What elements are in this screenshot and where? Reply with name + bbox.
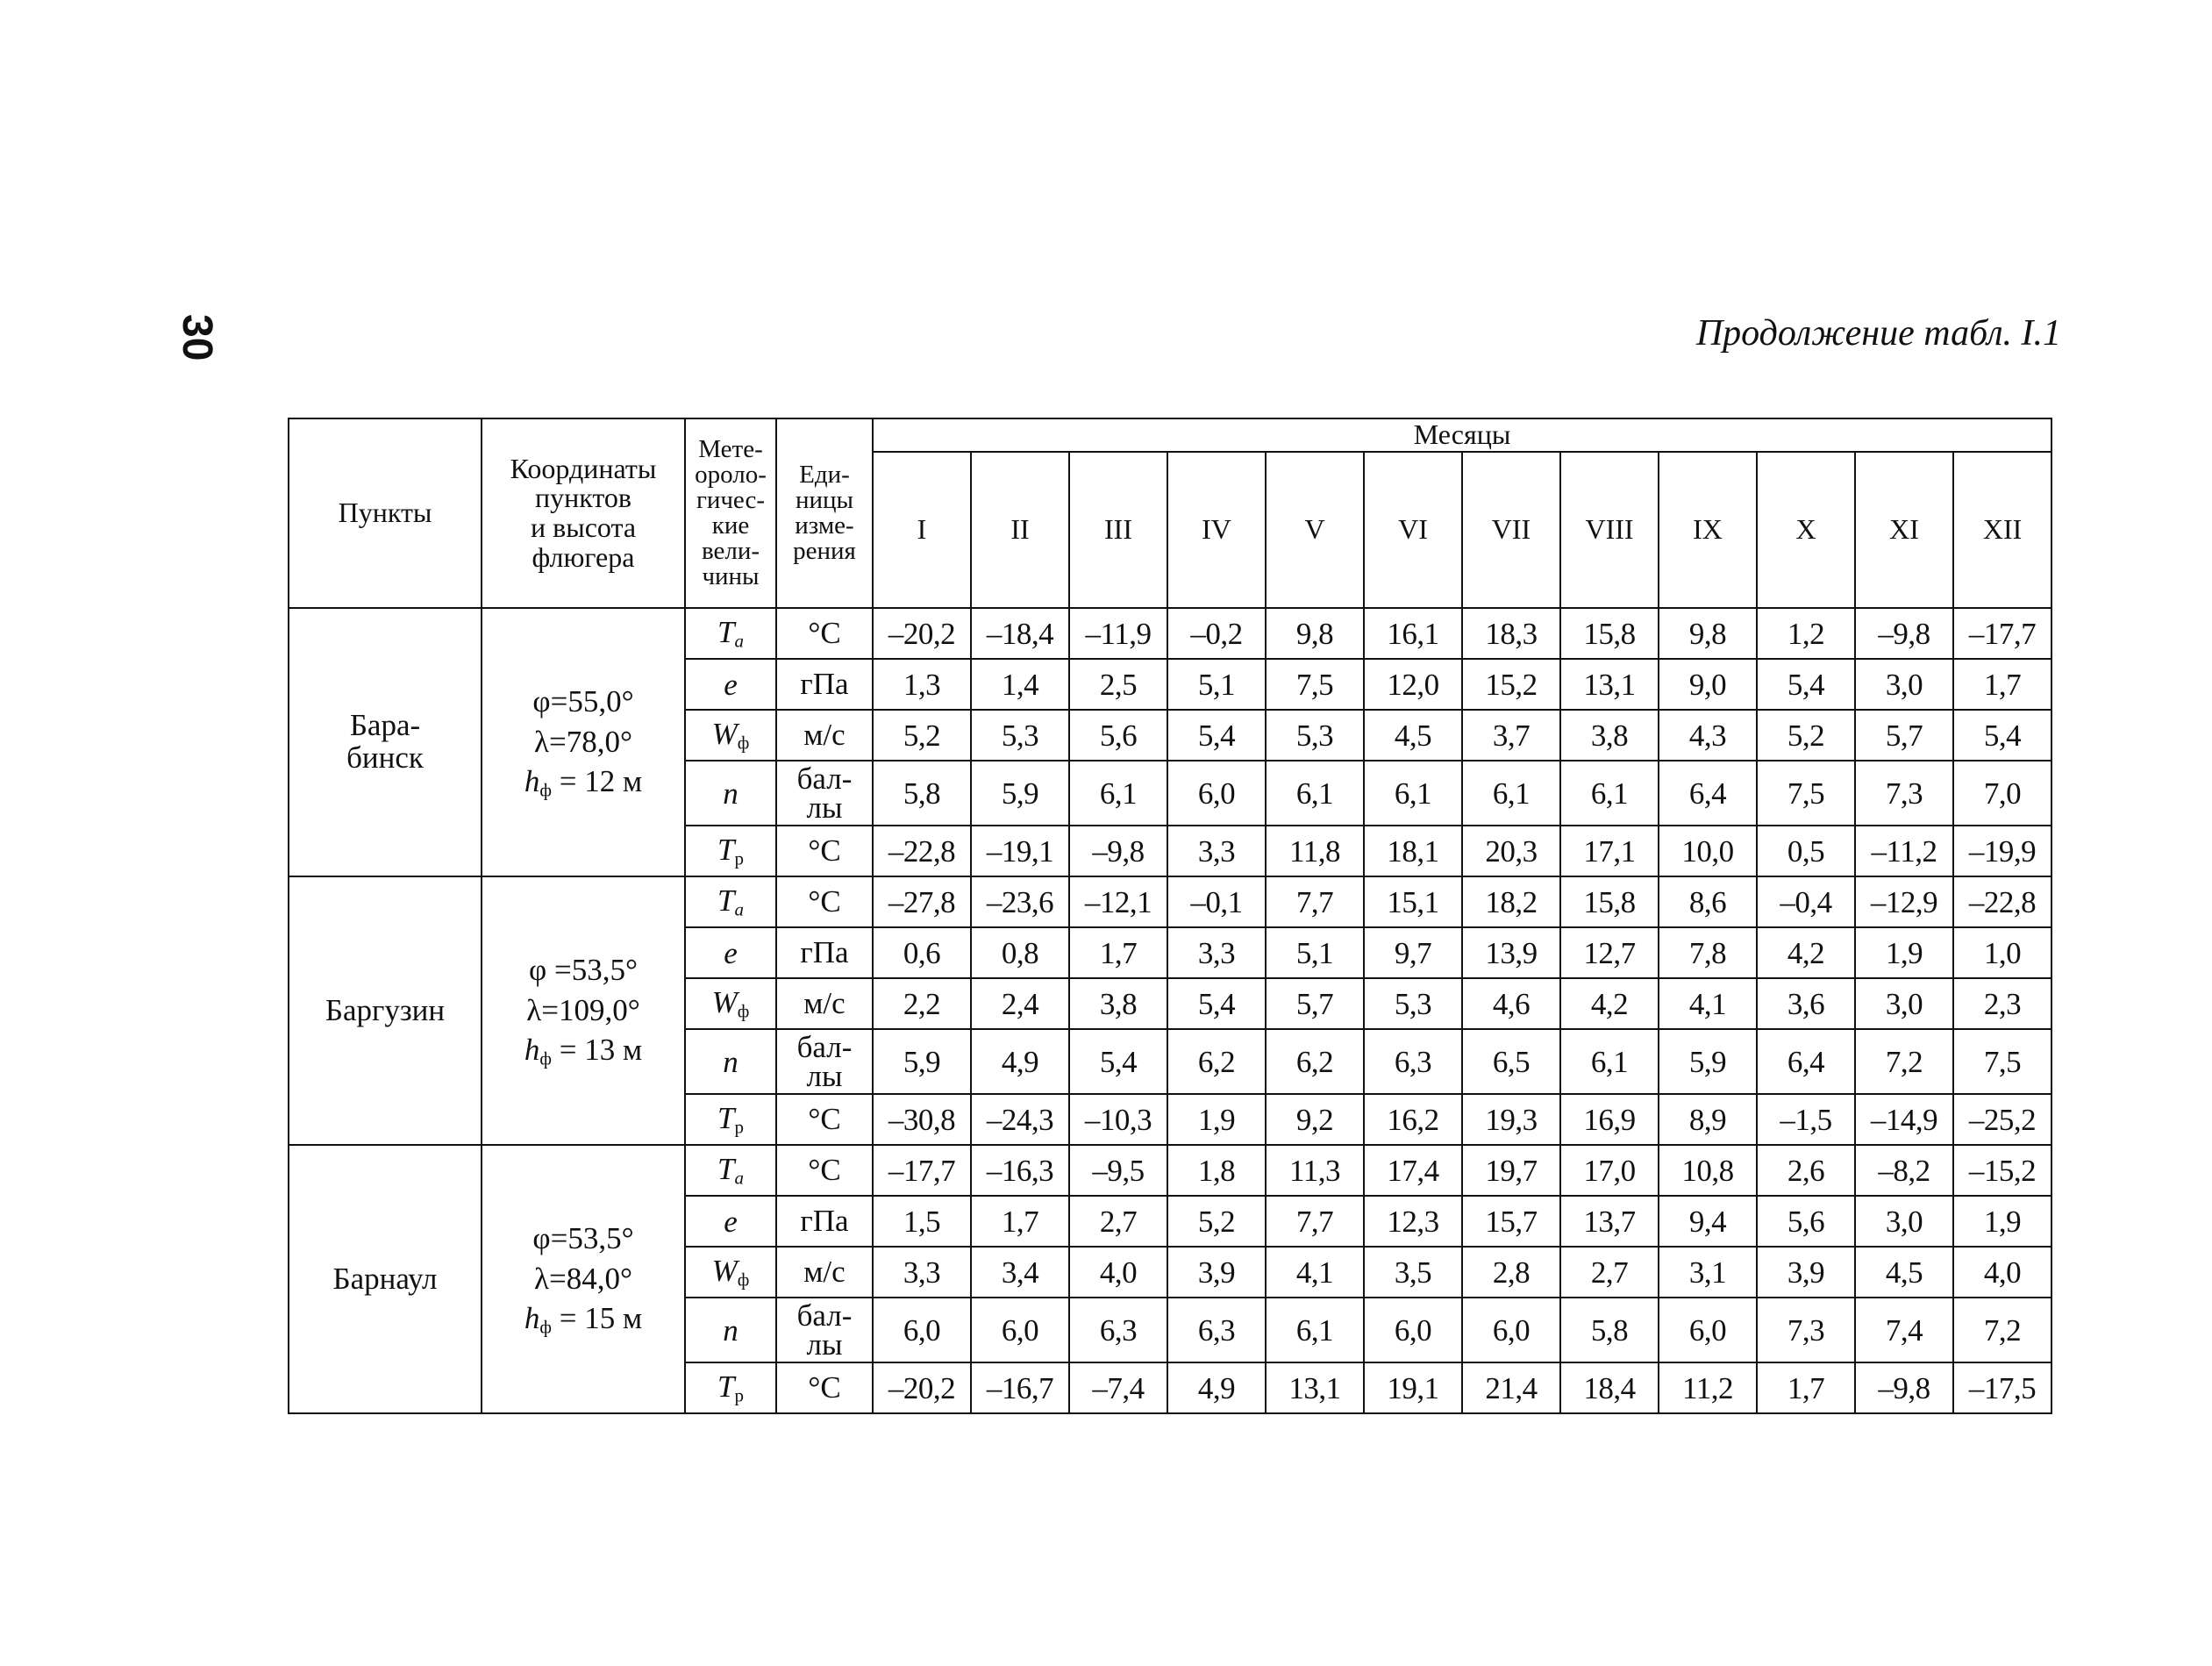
value-cell: 10,0 [1659, 826, 1757, 876]
value-cell: 3,5 [1364, 1247, 1462, 1298]
value-cell: 12,3 [1364, 1196, 1462, 1247]
value-cell: 11,8 [1266, 826, 1364, 876]
quantity-letter: e [724, 935, 738, 970]
value-cell: –17,7 [1953, 608, 2051, 659]
value-cell: 6,1 [1364, 761, 1462, 826]
header-line: Координаты [510, 452, 657, 484]
vane-height-subscript: ф [539, 1316, 552, 1338]
value-cell: 5,7 [1266, 978, 1364, 1029]
value-cell: –12,1 [1069, 876, 1167, 927]
value-cell: 6,0 [1364, 1298, 1462, 1362]
value-cell: 2,7 [1560, 1247, 1659, 1298]
value-cell: 4,0 [1069, 1247, 1167, 1298]
latitude: φ =53,5° [529, 953, 638, 988]
month-header: III [1069, 452, 1167, 608]
quantity-symbol [685, 1145, 776, 1196]
value-cell: 15,7 [1462, 1196, 1560, 1247]
value-cell: 17,4 [1364, 1145, 1462, 1196]
month-header: X [1757, 452, 1855, 608]
table-row [289, 608, 2051, 659]
unit-cell: °С [776, 826, 873, 876]
unit-cell: бал- лы [776, 761, 873, 826]
value-cell: 19,3 [1462, 1094, 1560, 1145]
value-cell: 7,7 [1266, 876, 1364, 927]
value-cell: 4,1 [1659, 978, 1757, 1029]
vane-height-symbol: h [524, 1301, 540, 1336]
value-cell: –27,8 [873, 876, 971, 927]
month-header: XI [1855, 452, 1953, 608]
value-cell: 3,3 [1167, 826, 1266, 876]
value-cell: 2,3 [1953, 978, 2051, 1029]
quantity-letter: T [717, 1151, 735, 1186]
value-cell: 1,7 [1757, 1362, 1855, 1413]
quantity-subscript: a [734, 898, 744, 920]
value-cell: 18,3 [1462, 608, 1560, 659]
value-cell: 1,9 [1953, 1196, 2051, 1247]
climate-table [288, 418, 2052, 1414]
value-cell: –11,9 [1069, 608, 1167, 659]
header-months-title: Месяцы [873, 418, 2051, 452]
value-cell: 5,8 [1560, 1298, 1659, 1362]
value-cell: 3,6 [1757, 978, 1855, 1029]
quantity-subscript: ф [737, 1000, 750, 1022]
value-cell: 5,4 [1069, 1029, 1167, 1094]
value-cell: 2,7 [1069, 1196, 1167, 1247]
value-cell: –9,8 [1855, 608, 1953, 659]
value-cell: 3,8 [1560, 710, 1659, 761]
value-cell: 2,2 [873, 978, 971, 1029]
quantity-symbol [685, 1298, 776, 1362]
vane-height-subscript: ф [539, 1048, 552, 1069]
header-line: флюгера [532, 540, 635, 573]
value-cell: 5,1 [1167, 659, 1266, 710]
station-name: Баргузин [289, 876, 482, 1145]
value-cell: 16,2 [1364, 1094, 1462, 1145]
value-cell: –20,2 [873, 1362, 971, 1413]
quantity-letter: W [711, 984, 738, 1019]
value-cell: 9,8 [1266, 608, 1364, 659]
value-cell: 5,2 [1757, 710, 1855, 761]
value-cell: 8,6 [1659, 876, 1757, 927]
table-row [289, 1145, 2051, 1196]
value-cell: 13,1 [1266, 1362, 1364, 1413]
value-cell: 3,0 [1855, 1196, 1953, 1247]
value-cell: 3,9 [1167, 1247, 1266, 1298]
value-cell: 3,0 [1855, 978, 1953, 1029]
value-cell: 9,2 [1266, 1094, 1364, 1145]
value-cell: 9,4 [1659, 1196, 1757, 1247]
value-cell: 6,0 [971, 1298, 1069, 1362]
unit-cell: °С [776, 1362, 873, 1413]
value-cell: 4,9 [971, 1029, 1069, 1094]
unit-cell: °С [776, 608, 873, 659]
value-cell: 13,1 [1560, 659, 1659, 710]
quantity-letter: n [723, 1312, 739, 1348]
quantity-symbol [685, 659, 776, 710]
value-cell: 7,7 [1266, 1196, 1364, 1247]
value-cell: 6,1 [1560, 1029, 1659, 1094]
value-cell: –16,7 [971, 1362, 1069, 1413]
value-cell: 3,7 [1462, 710, 1560, 761]
station-name: Бара- бинск [289, 608, 482, 876]
unit-cell: гПа [776, 1196, 873, 1247]
value-cell: 15,2 [1462, 659, 1560, 710]
value-cell: –0,4 [1757, 876, 1855, 927]
vane-height-subscript: ф [539, 779, 552, 801]
quantity-letter: T [717, 614, 735, 649]
quantity-symbol [685, 1362, 776, 1413]
value-cell: 1,4 [971, 659, 1069, 710]
value-cell: 5,2 [1167, 1196, 1266, 1247]
value-cell: 6,3 [1364, 1029, 1462, 1094]
value-cell: 0,8 [971, 927, 1069, 978]
value-cell: 0,5 [1757, 826, 1855, 876]
header-line: чины [702, 562, 760, 590]
quantity-subscript: a [734, 1167, 744, 1189]
vane-height-value: = 12 м [551, 764, 643, 799]
header-line: рения [793, 537, 856, 565]
value-cell: 5,9 [1659, 1029, 1757, 1094]
header-line: кие [711, 511, 750, 540]
month-header: IX [1659, 452, 1757, 608]
value-cell: –19,9 [1953, 826, 2051, 876]
header-line: изме- [795, 511, 854, 540]
value-cell: 1,3 [873, 659, 971, 710]
vane-height-symbol: h [524, 1033, 540, 1068]
value-cell: 4,1 [1266, 1247, 1364, 1298]
quantity-letter: W [711, 716, 738, 751]
quantity-letter: n [723, 776, 739, 811]
quantity-subscript: ф [737, 732, 750, 754]
quantity-letter: T [717, 1100, 735, 1135]
quantity-subscript: р [734, 847, 744, 869]
value-cell: –1,5 [1757, 1094, 1855, 1145]
station-coords [482, 876, 685, 1145]
value-cell: 2,6 [1757, 1145, 1855, 1196]
value-cell: 1,9 [1167, 1094, 1266, 1145]
header-line: ороло- [695, 461, 767, 489]
value-cell: 5,3 [971, 710, 1069, 761]
value-cell: 5,6 [1757, 1196, 1855, 1247]
value-cell: 5,4 [1757, 659, 1855, 710]
header-line: и высота [530, 511, 637, 543]
value-cell: 7,8 [1659, 927, 1757, 978]
unit-cell: °С [776, 1145, 873, 1196]
value-cell: 2,5 [1069, 659, 1167, 710]
value-cell: –9,8 [1855, 1362, 1953, 1413]
value-cell: 4,6 [1462, 978, 1560, 1029]
quantity-symbol [685, 1247, 776, 1298]
value-cell: 15,8 [1560, 876, 1659, 927]
value-cell: 10,8 [1659, 1145, 1757, 1196]
value-cell: 4,3 [1659, 710, 1757, 761]
month-header: IV [1167, 452, 1266, 608]
value-cell: 16,9 [1560, 1094, 1659, 1145]
value-cell: 6,1 [1560, 761, 1659, 826]
quantity-symbol [685, 1196, 776, 1247]
unit-cell: бал- лы [776, 1298, 873, 1362]
value-cell: 15,8 [1560, 608, 1659, 659]
value-cell: 13,9 [1462, 927, 1560, 978]
value-cell: 3,3 [1167, 927, 1266, 978]
value-cell: 3,9 [1757, 1247, 1855, 1298]
header-line: Мете- [698, 435, 763, 463]
latitude: φ=53,5° [532, 1221, 634, 1256]
value-cell: 19,1 [1364, 1362, 1462, 1413]
unit-cell: м/с [776, 978, 873, 1029]
value-cell: 2,4 [971, 978, 1069, 1029]
quantity-symbol [685, 761, 776, 826]
longitude: λ=84,0° [534, 1261, 632, 1296]
month-header: VI [1364, 452, 1462, 608]
value-cell: 3,1 [1659, 1247, 1757, 1298]
quantity-symbol [685, 710, 776, 761]
value-cell: 6,4 [1757, 1029, 1855, 1094]
header-line: Еди- [799, 461, 850, 489]
value-cell: 1,7 [1069, 927, 1167, 978]
value-cell: 9,7 [1364, 927, 1462, 978]
value-cell: –18,4 [971, 608, 1069, 659]
value-cell: 4,9 [1167, 1362, 1266, 1413]
value-cell: –9,5 [1069, 1145, 1167, 1196]
header-line: ницы [795, 486, 854, 514]
quantity-letter: e [724, 667, 738, 702]
longitude: λ=109,0° [526, 992, 640, 1027]
quantity-symbol [685, 876, 776, 927]
value-cell: 17,1 [1560, 826, 1659, 876]
station-coords [482, 1145, 685, 1413]
value-cell: 6,1 [1069, 761, 1167, 826]
unit-cell: бал- лы [776, 1029, 873, 1094]
value-cell: 5,3 [1364, 978, 1462, 1029]
latitude: φ=55,0° [532, 684, 634, 719]
value-cell: 7,2 [1855, 1029, 1953, 1094]
value-cell: –16,3 [971, 1145, 1069, 1196]
value-cell: –24,3 [971, 1094, 1069, 1145]
value-cell: 6,0 [1167, 761, 1266, 826]
value-cell: 6,1 [1266, 1298, 1364, 1362]
value-cell: 3,8 [1069, 978, 1167, 1029]
value-cell: 5,4 [1167, 978, 1266, 1029]
value-cell: –7,4 [1069, 1362, 1167, 1413]
unit-cell: °С [776, 1094, 873, 1145]
value-cell: 20,3 [1462, 826, 1560, 876]
value-cell: 5,8 [873, 761, 971, 826]
value-cell: 18,4 [1560, 1362, 1659, 1413]
value-cell: 5,4 [1953, 710, 2051, 761]
quantity-letter: n [723, 1044, 739, 1079]
value-cell: 5,9 [971, 761, 1069, 826]
value-cell: 7,0 [1953, 761, 2051, 826]
value-cell: 5,1 [1266, 927, 1364, 978]
value-cell: 9,0 [1659, 659, 1757, 710]
vane-height-value: = 13 м [551, 1033, 643, 1068]
value-cell: 21,4 [1462, 1362, 1560, 1413]
value-cell: 18,1 [1364, 826, 1462, 876]
header-station: Пункты [289, 418, 482, 608]
value-cell: 11,2 [1659, 1362, 1757, 1413]
value-cell: –15,2 [1953, 1145, 2051, 1196]
table-caption: Продолжение табл. I.1 [1695, 313, 2061, 354]
quantity-subscript: ф [737, 1269, 750, 1291]
value-cell: 3,4 [971, 1247, 1069, 1298]
value-cell: 13,7 [1560, 1196, 1659, 1247]
quantity-letter: T [717, 883, 735, 918]
value-cell: –9,8 [1069, 826, 1167, 876]
value-cell: 12,0 [1364, 659, 1462, 710]
quantity-subscript: р [734, 1116, 744, 1138]
table-body [289, 608, 2051, 1413]
value-cell: 6,5 [1462, 1029, 1560, 1094]
value-cell: 7,5 [1266, 659, 1364, 710]
value-cell: 5,9 [873, 1029, 971, 1094]
value-cell: 6,0 [1659, 1298, 1757, 1362]
month-header: I [873, 452, 971, 608]
value-cell: 5,3 [1266, 710, 1364, 761]
value-cell: 6,1 [1266, 761, 1364, 826]
value-cell: 1,7 [971, 1196, 1069, 1247]
value-cell: –8,2 [1855, 1145, 1953, 1196]
value-cell: 4,0 [1953, 1247, 2051, 1298]
unit-cell: гПа [776, 659, 873, 710]
value-cell: 15,1 [1364, 876, 1462, 927]
quantity-symbol [685, 1094, 776, 1145]
value-cell: 8,9 [1659, 1094, 1757, 1145]
value-cell: –25,2 [1953, 1094, 2051, 1145]
value-cell: 17,0 [1560, 1145, 1659, 1196]
quantity-symbol [685, 1029, 776, 1094]
value-cell: –14,9 [1855, 1094, 1953, 1145]
value-cell: 6,3 [1167, 1298, 1266, 1362]
table-row [289, 876, 2051, 927]
value-cell: 3,0 [1855, 659, 1953, 710]
value-cell: 6,0 [1462, 1298, 1560, 1362]
value-cell: 6,2 [1167, 1029, 1266, 1094]
value-cell: –23,6 [971, 876, 1069, 927]
month-header: VIII [1560, 452, 1659, 608]
header-coords [482, 418, 685, 608]
value-cell: –20,2 [873, 608, 971, 659]
quantity-symbol [685, 608, 776, 659]
value-cell: 9,8 [1659, 608, 1757, 659]
station-name: Барнаул [289, 1145, 482, 1413]
vane-height-symbol: h [524, 764, 540, 799]
header-line: вели- [701, 537, 760, 565]
value-cell: 1,5 [873, 1196, 971, 1247]
value-cell: –22,8 [873, 826, 971, 876]
header-quantity [685, 418, 776, 608]
month-header: XII [1953, 452, 2051, 608]
unit-cell: °С [776, 876, 873, 927]
value-cell: 1,9 [1855, 927, 1953, 978]
value-cell: 4,2 [1560, 978, 1659, 1029]
value-cell: 4,5 [1364, 710, 1462, 761]
value-cell: 6,4 [1659, 761, 1757, 826]
value-cell: –17,7 [873, 1145, 971, 1196]
value-cell: 1,7 [1953, 659, 2051, 710]
quantity-letter: W [711, 1253, 738, 1288]
quantity-symbol [685, 826, 776, 876]
value-cell: 1,2 [1757, 608, 1855, 659]
value-cell: 0,6 [873, 927, 971, 978]
value-cell: –10,3 [1069, 1094, 1167, 1145]
month-header: V [1266, 452, 1364, 608]
value-cell: –17,5 [1953, 1362, 2051, 1413]
value-cell: –22,8 [1953, 876, 2051, 927]
page-number: 30 [174, 314, 220, 361]
value-cell: 7,5 [1757, 761, 1855, 826]
value-cell: 4,5 [1855, 1247, 1953, 1298]
value-cell: 1,8 [1167, 1145, 1266, 1196]
quantity-letter: e [724, 1204, 738, 1239]
longitude: λ=78,0° [534, 724, 632, 759]
value-cell: –30,8 [873, 1094, 971, 1145]
value-cell: 5,7 [1855, 710, 1953, 761]
station-coords [482, 608, 685, 876]
header-line: пунктов [534, 482, 632, 514]
value-cell: 2,8 [1462, 1247, 1560, 1298]
value-cell: 6,1 [1462, 761, 1560, 826]
quantity-letter: T [717, 1369, 735, 1404]
value-cell: 6,2 [1266, 1029, 1364, 1094]
value-cell: 7,4 [1855, 1298, 1953, 1362]
value-cell: 1,0 [1953, 927, 2051, 978]
vane-height-value: = 15 м [551, 1301, 643, 1336]
quantity-subscript: a [734, 630, 744, 652]
quantity-symbol [685, 978, 776, 1029]
quantity-letter: T [717, 832, 735, 867]
value-cell: 5,2 [873, 710, 971, 761]
value-cell: –0,2 [1167, 608, 1266, 659]
quantity-symbol [685, 927, 776, 978]
value-cell: –0,1 [1167, 876, 1266, 927]
value-cell: 12,7 [1560, 927, 1659, 978]
value-cell: 16,1 [1364, 608, 1462, 659]
value-cell: 7,3 [1855, 761, 1953, 826]
value-cell: 11,3 [1266, 1145, 1364, 1196]
value-cell: –11,2 [1855, 826, 1953, 876]
header-line: гичес- [696, 486, 766, 514]
value-cell: 19,7 [1462, 1145, 1560, 1196]
quantity-subscript: р [734, 1384, 744, 1406]
unit-cell: м/с [776, 1247, 873, 1298]
value-cell: –19,1 [971, 826, 1069, 876]
value-cell: 4,2 [1757, 927, 1855, 978]
value-cell: 7,3 [1757, 1298, 1855, 1362]
header-unit [776, 418, 873, 608]
unit-cell: м/с [776, 710, 873, 761]
value-cell: 7,5 [1953, 1029, 2051, 1094]
month-header: II [971, 452, 1069, 608]
value-cell: 3,3 [873, 1247, 971, 1298]
value-cell: 6,3 [1069, 1298, 1167, 1362]
unit-cell: гПа [776, 927, 873, 978]
value-cell: 6,0 [873, 1298, 971, 1362]
value-cell: –12,9 [1855, 876, 1953, 927]
value-cell: 5,6 [1069, 710, 1167, 761]
value-cell: 5,4 [1167, 710, 1266, 761]
value-cell: 18,2 [1462, 876, 1560, 927]
value-cell: 7,2 [1953, 1298, 2051, 1362]
month-header: VII [1462, 452, 1560, 608]
